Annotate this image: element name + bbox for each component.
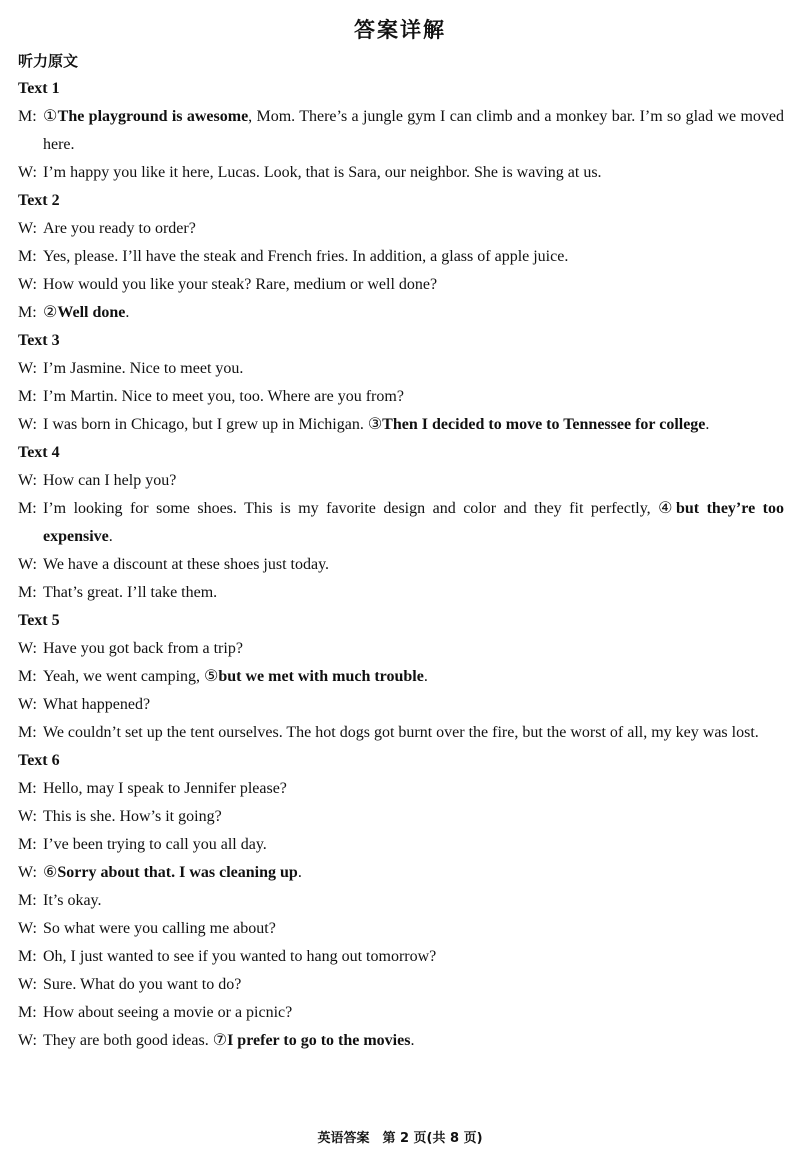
dialogue-line: [18, 803, 784, 831]
speaker-label: W:: [18, 416, 37, 433]
speaker-label: M:: [18, 836, 37, 853]
speaker-letter: W: [18, 1032, 33, 1049]
text-heading: Text 6: [18, 752, 60, 769]
line-text: It’s okay.: [43, 892, 102, 909]
line-text: We couldn’t set up the tent ourselves. The hot dogs got burnt over the fire, but the worst of all, my key was lost.: [43, 724, 759, 741]
speaker-letter: M: [18, 780, 33, 797]
speaker-label: W:: [18, 696, 37, 713]
dialogue-line: [18, 663, 784, 691]
speaker-letter: W: [18, 360, 33, 377]
text-heading: Text 2: [18, 192, 60, 209]
speaker-letter: W: [18, 696, 33, 713]
speaker-letter: M: [18, 388, 33, 405]
speaker-label: M:: [18, 388, 37, 405]
dialogue-line: [18, 299, 784, 327]
speaker-label: M:: [18, 668, 37, 685]
answer-number: ⑥: [43, 864, 58, 881]
speaker-letter: M: [18, 892, 33, 909]
speaker-letter: W: [18, 416, 33, 433]
speaker-letter: W: [18, 864, 33, 881]
dialogue-line: [18, 103, 784, 159]
answer-key-text: I prefer to go to the movies: [227, 1032, 411, 1049]
line-text-tail: .: [423, 668, 428, 685]
speaker-label: M:: [18, 304, 37, 321]
line-text: I’m Jasmine. Nice to meet you.: [43, 360, 244, 377]
speaker-letter: W: [18, 808, 33, 825]
speaker-letter: M: [18, 724, 33, 741]
dialogue-line: [18, 971, 784, 999]
line-text: Have you got back from a trip?: [43, 640, 243, 657]
line-text: Are you ready to order?: [43, 220, 196, 237]
answer-key-text: Then I decided to move to Tennessee for college: [382, 416, 706, 433]
answer-number: ⑤: [204, 668, 219, 685]
speaker-letter: W: [18, 640, 33, 657]
text-heading: Text 4: [18, 444, 60, 461]
line-text: I’m Martin. Nice to meet you, too. Where are you from?: [43, 388, 404, 405]
answer-key-text: but they’re too expensive: [43, 500, 784, 545]
line-text-tail: .: [108, 528, 113, 545]
speaker-label: M:: [18, 108, 37, 125]
speaker-label: M:: [18, 780, 37, 797]
dialogue-line: [18, 943, 784, 971]
line-text: Sure. What do you want to do?: [43, 976, 242, 993]
dialogue-line: [18, 999, 784, 1027]
line-text: Yes, please. I’ll have the steak and French fries. In addition, a glass of apple juice.: [43, 248, 569, 265]
speaker-letter: M: [18, 1004, 33, 1021]
speaker-letter: W: [18, 164, 33, 181]
dialogue-line: [18, 411, 784, 439]
speaker-label: M:: [18, 1004, 37, 1021]
speaker-label: W:: [18, 472, 37, 489]
speaker-letter: W: [18, 472, 33, 489]
page-footer: 英语答案 第 2 页(共 8 页): [317, 1131, 483, 1146]
answer-key-text: but we met with much trouble: [218, 668, 424, 685]
dialogue-line: [18, 383, 784, 411]
line-text-tail: , Mom. There’s a jungle gym I can climb and a monkey bar. I’m so glad we moved here.: [43, 108, 784, 153]
answer-number: ①: [43, 108, 58, 125]
speaker-letter: M: [18, 108, 33, 125]
line-text-tail: .: [125, 304, 130, 321]
speaker-label: M:: [18, 724, 37, 741]
text-heading: Text 5: [18, 612, 60, 629]
speaker-letter: W: [18, 556, 33, 573]
speaker-label: W:: [18, 556, 37, 573]
line-text-tail: .: [297, 864, 302, 881]
line-text: I’m happy you like it here, Lucas. Look, that is Sara, our neighbor. She is waving at us.: [43, 164, 602, 181]
speaker-label: M:: [18, 248, 37, 265]
speaker-label: W:: [18, 640, 37, 657]
dialogue-line: [18, 467, 784, 495]
line-text-tail: .: [705, 416, 710, 433]
speaker-letter: W: [18, 976, 33, 993]
speaker-label: W:: [18, 164, 37, 181]
dialogue-line: [18, 355, 784, 383]
dialogue-line: [18, 243, 784, 271]
line-text: Yeah, we went camping,: [43, 668, 205, 685]
speaker-label: M:: [18, 584, 37, 601]
speaker-letter: M: [18, 248, 33, 265]
dialogue-line: [18, 551, 784, 579]
dialogue-line: [18, 159, 784, 187]
dialogue-line: [18, 859, 784, 887]
dialogue-line: [18, 271, 784, 299]
speaker-letter: M: [18, 304, 33, 321]
speaker-letter: M: [18, 668, 33, 685]
transcript-content: [18, 75, 784, 1055]
speaker-letter: W: [18, 276, 33, 293]
dialogue-line: [18, 887, 784, 915]
dialogue-line: [18, 831, 784, 859]
dialogue-line: [18, 775, 784, 803]
answer-key-text: Well done: [57, 304, 126, 321]
line-text: Hello, may I speak to Jennifer please?: [43, 780, 287, 797]
line-text: So what were you calling me about?: [43, 920, 276, 937]
line-text: Oh, I just wanted to see if you wanted to hang out tomorrow?: [43, 948, 437, 965]
speaker-letter: M: [18, 948, 33, 965]
speaker-label: W:: [18, 360, 37, 377]
answer-number: ④: [658, 500, 676, 517]
text-heading: Text 3: [18, 332, 60, 349]
dialogue-line: [18, 691, 784, 719]
line-text: They are both good ideas.: [43, 1032, 213, 1049]
speaker-label: M:: [18, 948, 37, 965]
line-text: I’m looking for some shoes. This is my favorite design and color and they fit perfectly,: [43, 500, 659, 517]
line-text: We have a discount at these shoes just today.: [43, 556, 330, 573]
answer-number: ②: [43, 304, 58, 321]
speaker-label: W:: [18, 1032, 37, 1049]
speaker-label: W:: [18, 976, 37, 993]
dialogue-line: [18, 915, 784, 943]
dialogue-line: [18, 1027, 784, 1055]
line-text: This is she. How’s it going?: [43, 808, 222, 825]
dialogue-line: [18, 719, 784, 747]
answer-key-text: Sorry about that. I was cleaning up: [57, 864, 298, 881]
dialogue-line: [18, 215, 784, 243]
answer-key-text: The playground is awesome: [57, 108, 249, 125]
line-text: I’ve been trying to call you all day.: [43, 836, 267, 853]
speaker-label: W:: [18, 276, 37, 293]
line-text-tail: .: [410, 1032, 415, 1049]
speaker-label: W:: [18, 920, 37, 937]
speaker-label: W:: [18, 864, 37, 881]
line-text: What happened?: [43, 696, 151, 713]
answer-number: ③: [367, 416, 383, 433]
line-text: That’s great. I’ll take them.: [43, 584, 218, 601]
answer-number: ⑦: [212, 1032, 228, 1049]
line-text: How can I help you?: [43, 472, 177, 489]
line-text: How about seeing a movie or a picnic?: [43, 1004, 293, 1021]
dialogue-line: [18, 495, 784, 551]
text-heading: Text 1: [18, 80, 60, 97]
speaker-letter: W: [18, 220, 33, 237]
speaker-letter: M: [18, 836, 33, 853]
section-label: 听力原文: [18, 52, 79, 70]
dialogue-line: [18, 579, 784, 607]
line-text: I was born in Chicago, but I grew up in Michigan.: [43, 416, 368, 433]
speaker-letter: W: [18, 920, 33, 937]
page-title: 答案详解: [354, 18, 446, 42]
line-text: How would you like your steak? Rare, medium or well done?: [43, 276, 438, 293]
speaker-label: W:: [18, 220, 37, 237]
speaker-label: W:: [18, 808, 37, 825]
speaker-label: M:: [18, 500, 37, 517]
speaker-letter: M: [18, 584, 33, 601]
dialogue-line: [18, 635, 784, 663]
speaker-letter: M: [18, 500, 33, 517]
speaker-label: M:: [18, 892, 37, 909]
